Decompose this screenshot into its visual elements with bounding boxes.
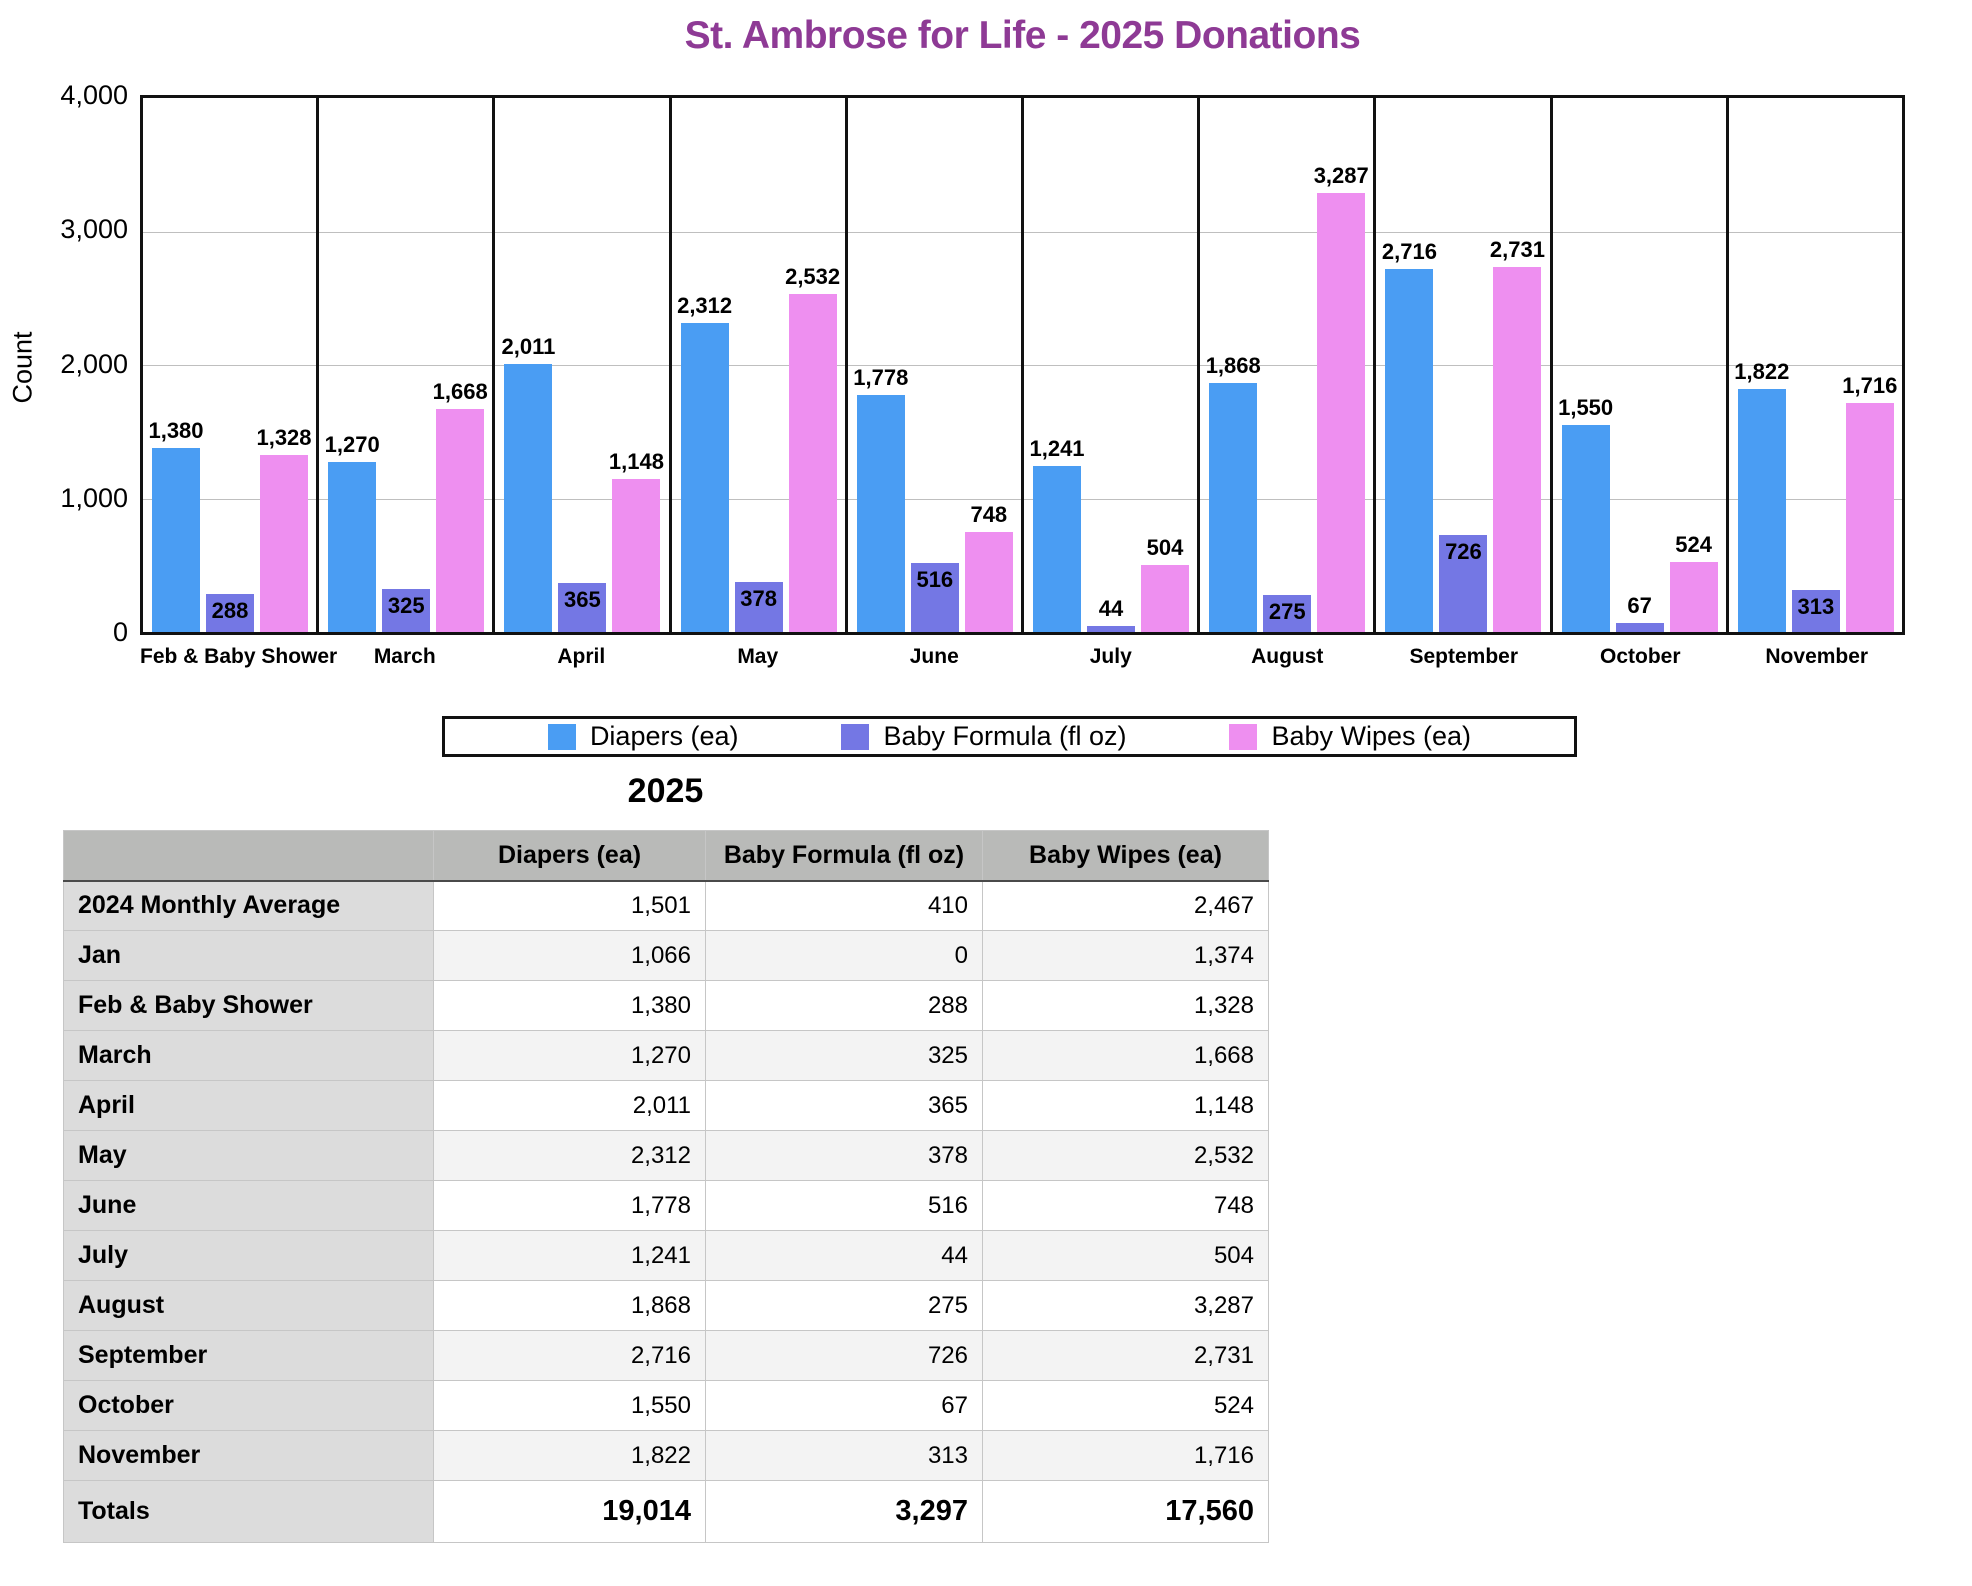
bar-value-label: 524	[1675, 532, 1712, 558]
y-tick-label: 4,000	[60, 80, 128, 110]
data-cell: 1,241	[434, 1231, 706, 1281]
bar-diapers-ea	[1209, 383, 1257, 632]
column-header	[64, 831, 434, 881]
data-cell: 504	[983, 1231, 1269, 1281]
bar-value-label: 3,287	[1313, 163, 1369, 189]
y-tick-label: 0	[112, 617, 128, 647]
category-label: Feb & Baby Shower	[140, 645, 338, 668]
table-row	[64, 1031, 1269, 1081]
category-panel	[1021, 98, 1197, 632]
category-panel	[1726, 98, 1902, 632]
data-cell: 2,716	[434, 1331, 706, 1381]
bar-value-label: 1,778	[853, 364, 909, 390]
chart-legend	[442, 716, 1577, 757]
category-panel	[845, 98, 1021, 632]
bar-value-label: 1,270	[324, 432, 380, 458]
data-cell: 2,011	[434, 1081, 706, 1131]
bar-value-label: 1,550	[1558, 395, 1614, 421]
bar-baby-wipes-ea	[1493, 267, 1541, 632]
bar-value-label: 516	[916, 567, 954, 593]
legend-label: Baby Formula (fl oz)	[883, 721, 1127, 751]
bar-value-label: 2,716	[1381, 239, 1437, 265]
data-cell: 1,270	[434, 1031, 706, 1081]
data-cell: 1,328	[983, 981, 1269, 1031]
data-cell: 1,868	[434, 1281, 706, 1331]
y-tick-label: 3,000	[60, 214, 128, 245]
bar-value-label: 1,380	[148, 417, 204, 443]
y-tick-label: 2,000	[60, 348, 128, 379]
bar-baby-wipes-ea	[1670, 562, 1718, 632]
legend-label: Diapers (ea)	[589, 721, 739, 751]
bar-value-label: 313	[1797, 594, 1835, 620]
data-cell: 1,778	[434, 1181, 706, 1231]
table-row	[64, 1281, 1269, 1331]
row-header-cell: Jan	[64, 931, 434, 981]
row-header-cell: April	[64, 1081, 434, 1131]
bar-value-label: 2,011	[501, 333, 556, 359]
bar-value-label: 2,312	[677, 293, 733, 319]
table-row	[64, 1131, 1269, 1181]
data-cell: 1,550	[434, 1381, 706, 1431]
column-header: Baby Formula (fl oz)	[706, 831, 983, 881]
category-panel	[1373, 98, 1549, 632]
bar-value-label: 1,148	[608, 448, 664, 474]
data-cell: 516	[706, 1181, 983, 1231]
category-panel	[316, 98, 492, 632]
bar-diapers-ea	[152, 448, 200, 632]
bar-value-label: 288	[211, 597, 249, 623]
data-cell: 313	[706, 1431, 983, 1481]
bar-value-label: 1,668	[432, 379, 488, 405]
legend-swatch-icon	[841, 724, 869, 750]
bar-baby-wipes-ea	[1141, 565, 1189, 632]
data-cell: 378	[706, 1131, 983, 1181]
table-row	[64, 881, 1269, 931]
data-cell: 1,501	[434, 881, 706, 931]
category-panel	[1197, 98, 1373, 632]
data-cell: 2,467	[983, 881, 1269, 931]
data-cell: 3,287	[983, 1281, 1269, 1331]
table-row	[64, 1331, 1269, 1381]
category-label: June	[909, 645, 959, 668]
data-cell: 44	[706, 1231, 983, 1281]
data-cell: 1,822	[434, 1431, 706, 1481]
donations-table	[63, 830, 1269, 1543]
bar-baby-wipes-ea	[789, 294, 837, 632]
legend-swatch-icon	[548, 724, 576, 750]
bar-value-label: 726	[1445, 539, 1482, 565]
row-header-cell: 2024 Monthly Average	[64, 881, 434, 931]
table-row	[64, 1381, 1269, 1431]
y-tick-label: 1,000	[60, 482, 128, 513]
data-cell: 524	[983, 1381, 1269, 1431]
category-label: November	[1765, 645, 1869, 668]
data-cell: 0	[706, 931, 983, 981]
data-cell: 325	[706, 1031, 983, 1081]
bar-diapers-ea	[328, 462, 376, 632]
row-header-cell: October	[64, 1381, 434, 1431]
row-header-cell: Totals	[64, 1481, 434, 1543]
bar-baby-wipes-ea	[1317, 193, 1365, 632]
row-header-cell: May	[64, 1131, 434, 1181]
bar-diapers-ea	[681, 323, 729, 632]
data-cell: 1,374	[983, 931, 1269, 981]
data-cell: 748	[983, 1181, 1269, 1231]
category-panel	[669, 98, 845, 632]
bar-value-label: 1,241	[1029, 436, 1085, 462]
category-panel	[1550, 98, 1726, 632]
table-row	[64, 1081, 1269, 1131]
bar-value-label: 365	[564, 587, 601, 613]
row-header-cell: March	[64, 1031, 434, 1081]
category-label: March	[373, 645, 436, 668]
bar-value-label: 1,822	[1734, 358, 1790, 384]
bar-value-label: 1,328	[256, 424, 312, 450]
bar-baby-wipes-ea	[1846, 403, 1894, 632]
bar-baby-formula-fl-oz	[1616, 623, 1664, 632]
bar-baby-wipes-ea	[612, 479, 660, 632]
category-label: April	[557, 645, 606, 668]
bar-value-label: 325	[387, 592, 425, 618]
table-row	[64, 981, 1269, 1031]
bar-value-label: 1,868	[1205, 352, 1261, 378]
table-row	[64, 1231, 1269, 1281]
bar-value-label: 504	[1146, 534, 1184, 560]
category-panel	[140, 98, 316, 632]
table-title: 2025	[627, 772, 704, 810]
data-cell: 2,532	[983, 1131, 1269, 1181]
row-header-cell: September	[64, 1331, 434, 1381]
data-cell: 67	[706, 1381, 983, 1431]
data-cell: 1,668	[983, 1031, 1269, 1081]
bar-diapers-ea	[1738, 389, 1786, 632]
category-label: July	[1089, 645, 1132, 668]
bar-diapers-ea	[504, 364, 552, 632]
data-cell: 288	[706, 981, 983, 1031]
data-cell: 1,380	[434, 981, 706, 1031]
table-row	[64, 931, 1269, 981]
category-panel	[492, 98, 668, 632]
data-cell: 2,312	[434, 1131, 706, 1181]
chart-title: St. Ambrose for Life - 2025 Donations	[684, 14, 1361, 57]
data-cell: 1,148	[983, 1081, 1269, 1131]
data-cell: 19,014	[434, 1481, 706, 1543]
data-cell: 1,066	[434, 931, 706, 981]
table-header-row	[64, 831, 1269, 881]
bar-value-label: 1,716	[1842, 372, 1898, 398]
bar-value-label: 67	[1627, 593, 1652, 619]
data-cell: 2,731	[983, 1331, 1269, 1381]
data-cell: 365	[706, 1081, 983, 1131]
column-header: Diapers (ea)	[434, 831, 706, 881]
bar-value-label: 2,731	[1489, 237, 1545, 263]
row-header-cell: August	[64, 1281, 434, 1331]
bar-value-label: 378	[740, 585, 777, 611]
bar-baby-wipes-ea	[965, 532, 1013, 632]
data-cell: 275	[706, 1281, 983, 1331]
legend-swatch-icon	[1229, 724, 1257, 750]
bar-value-label: 44	[1098, 596, 1124, 622]
bar-diapers-ea	[1562, 425, 1610, 632]
legend-item	[841, 721, 1126, 752]
row-header-cell: July	[64, 1231, 434, 1281]
data-cell: 410	[706, 881, 983, 931]
bar-baby-wipes-ea	[436, 409, 484, 632]
table-row	[64, 1431, 1269, 1481]
category-label: September	[1409, 645, 1519, 668]
category-label: August	[1251, 645, 1324, 668]
data-cell: 1,716	[983, 1431, 1269, 1481]
table-row	[64, 1181, 1269, 1231]
column-header: Baby Wipes (ea)	[983, 831, 1269, 881]
bar-value-label: 275	[1268, 599, 1306, 625]
category-label: May	[737, 645, 779, 668]
bar-baby-formula-fl-oz	[1087, 626, 1135, 632]
row-header-cell: Feb & Baby Shower	[64, 981, 434, 1031]
data-cell: 17,560	[983, 1481, 1269, 1543]
row-header-cell: November	[64, 1431, 434, 1481]
row-header-cell: June	[64, 1181, 434, 1231]
legend-item	[1229, 721, 1471, 752]
bar-diapers-ea	[857, 395, 905, 632]
y-axis-title: Count	[7, 331, 38, 404]
bar-diapers-ea	[1033, 466, 1081, 632]
plot-area	[140, 95, 1905, 635]
table-row	[64, 1481, 1269, 1543]
bar-diapers-ea	[1385, 269, 1433, 632]
legend-item	[548, 721, 739, 752]
legend-label: Baby Wipes (ea)	[1271, 721, 1472, 751]
data-cell: 726	[706, 1331, 983, 1381]
data-cell: 3,297	[706, 1481, 983, 1543]
bar-baby-wipes-ea	[260, 455, 308, 632]
category-label: October	[1599, 645, 1681, 668]
bar-value-label: 748	[970, 502, 1008, 528]
bar-value-label: 2,532	[785, 263, 841, 289]
